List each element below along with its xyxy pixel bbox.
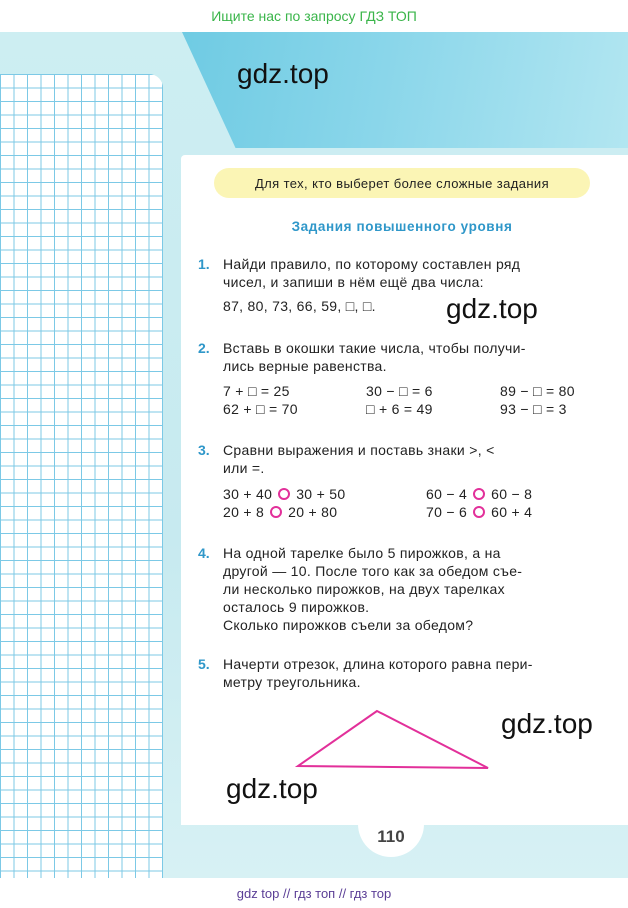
comparison-circle-icon[interactable] <box>270 506 282 518</box>
footer-links[interactable]: gdz top // гдз топ // гдз тор <box>0 878 628 908</box>
number-sequence: 87, 80, 73, 66, 59, □, □. <box>223 298 376 314</box>
triangle-shape <box>298 711 488 768</box>
tip-banner: Для тех, кто выберет более сложные задания <box>214 168 590 198</box>
expression: 20 + 8 <box>223 504 265 520</box>
equation: 7 + □ = 25 <box>223 383 290 399</box>
expression: 60 − 4 <box>426 486 468 502</box>
task-text <box>223 339 592 375</box>
comparison <box>426 486 532 502</box>
task-number: 3. <box>198 442 210 458</box>
task-4 <box>198 544 592 636</box>
task-line: осталось 9 пирожков. <box>223 599 370 615</box>
expression: 60 − 8 <box>491 486 533 502</box>
task-line: Вставь в окошки такие числа, чтобы получи- <box>223 340 526 356</box>
task-number: 5. <box>198 656 210 672</box>
task-5 <box>198 655 592 695</box>
equation: 62 + □ = 70 <box>223 401 298 417</box>
equation: 30 − □ = 6 <box>366 383 433 399</box>
task-number: 4. <box>198 545 210 561</box>
expression: 70 − 6 <box>426 504 468 520</box>
task-line: ли несколько пирожков, на двух тарелках <box>223 581 505 597</box>
task-line: Сколько пирожков съели за обедом? <box>223 617 474 633</box>
task-line: На одной тарелке было 5 пирожков, а на <box>223 545 501 561</box>
section-title: Задания повышенного уровня <box>291 219 513 234</box>
task-line: или =. <box>223 460 265 476</box>
watermark: gdz.top <box>446 293 538 324</box>
task-line: лись верные равенства. <box>223 358 387 374</box>
watermark: gdz.top <box>237 58 329 89</box>
task-text <box>223 655 592 691</box>
comparison <box>223 486 345 502</box>
watermark: gdz.top <box>226 773 318 804</box>
task-line: Начерти отрезок, длина которого равна пери- <box>223 656 533 672</box>
triangle-figure <box>290 704 500 774</box>
page-number: 110 <box>358 817 424 857</box>
expression: 30 + 40 <box>223 486 273 502</box>
top-banner: Ищите нас по запросу ГДЗ ТОП <box>211 8 417 24</box>
expression: 30 + 50 <box>296 486 346 502</box>
task-3 <box>198 441 592 481</box>
task-1 <box>198 255 592 295</box>
task-text <box>223 544 592 634</box>
task-text <box>223 255 592 291</box>
comparison-circle-icon[interactable] <box>278 488 290 500</box>
task-line: метру треугольника. <box>223 674 361 690</box>
equation: 89 − □ = 80 <box>500 383 575 399</box>
task-text <box>223 441 592 477</box>
comparison-circle-icon[interactable] <box>473 488 485 500</box>
expression: 20 + 80 <box>288 504 338 520</box>
task-2 <box>198 339 592 379</box>
task-line: Сравни выражения и поставь знаки >, < <box>223 442 495 458</box>
comparison-circle-icon[interactable] <box>473 506 485 518</box>
task-number: 2. <box>198 340 210 356</box>
task-number: 1. <box>198 256 210 272</box>
header-stripe <box>182 32 628 148</box>
expression: 60 + 4 <box>491 504 533 520</box>
watermark: gdz.top <box>501 708 593 739</box>
comparison <box>223 504 337 520</box>
task-line: другой — 10. После того как за обедом съе- <box>223 563 523 579</box>
grid-paper <box>0 74 163 878</box>
task-line: Найди правило, по которому составлен ряд <box>223 256 521 272</box>
equation: 93 − □ = 3 <box>500 401 567 417</box>
comparison <box>426 504 532 520</box>
task-line: чисел, и запиши в нём ещё два числа: <box>223 274 484 290</box>
equation: □ + 6 = 49 <box>366 401 433 417</box>
